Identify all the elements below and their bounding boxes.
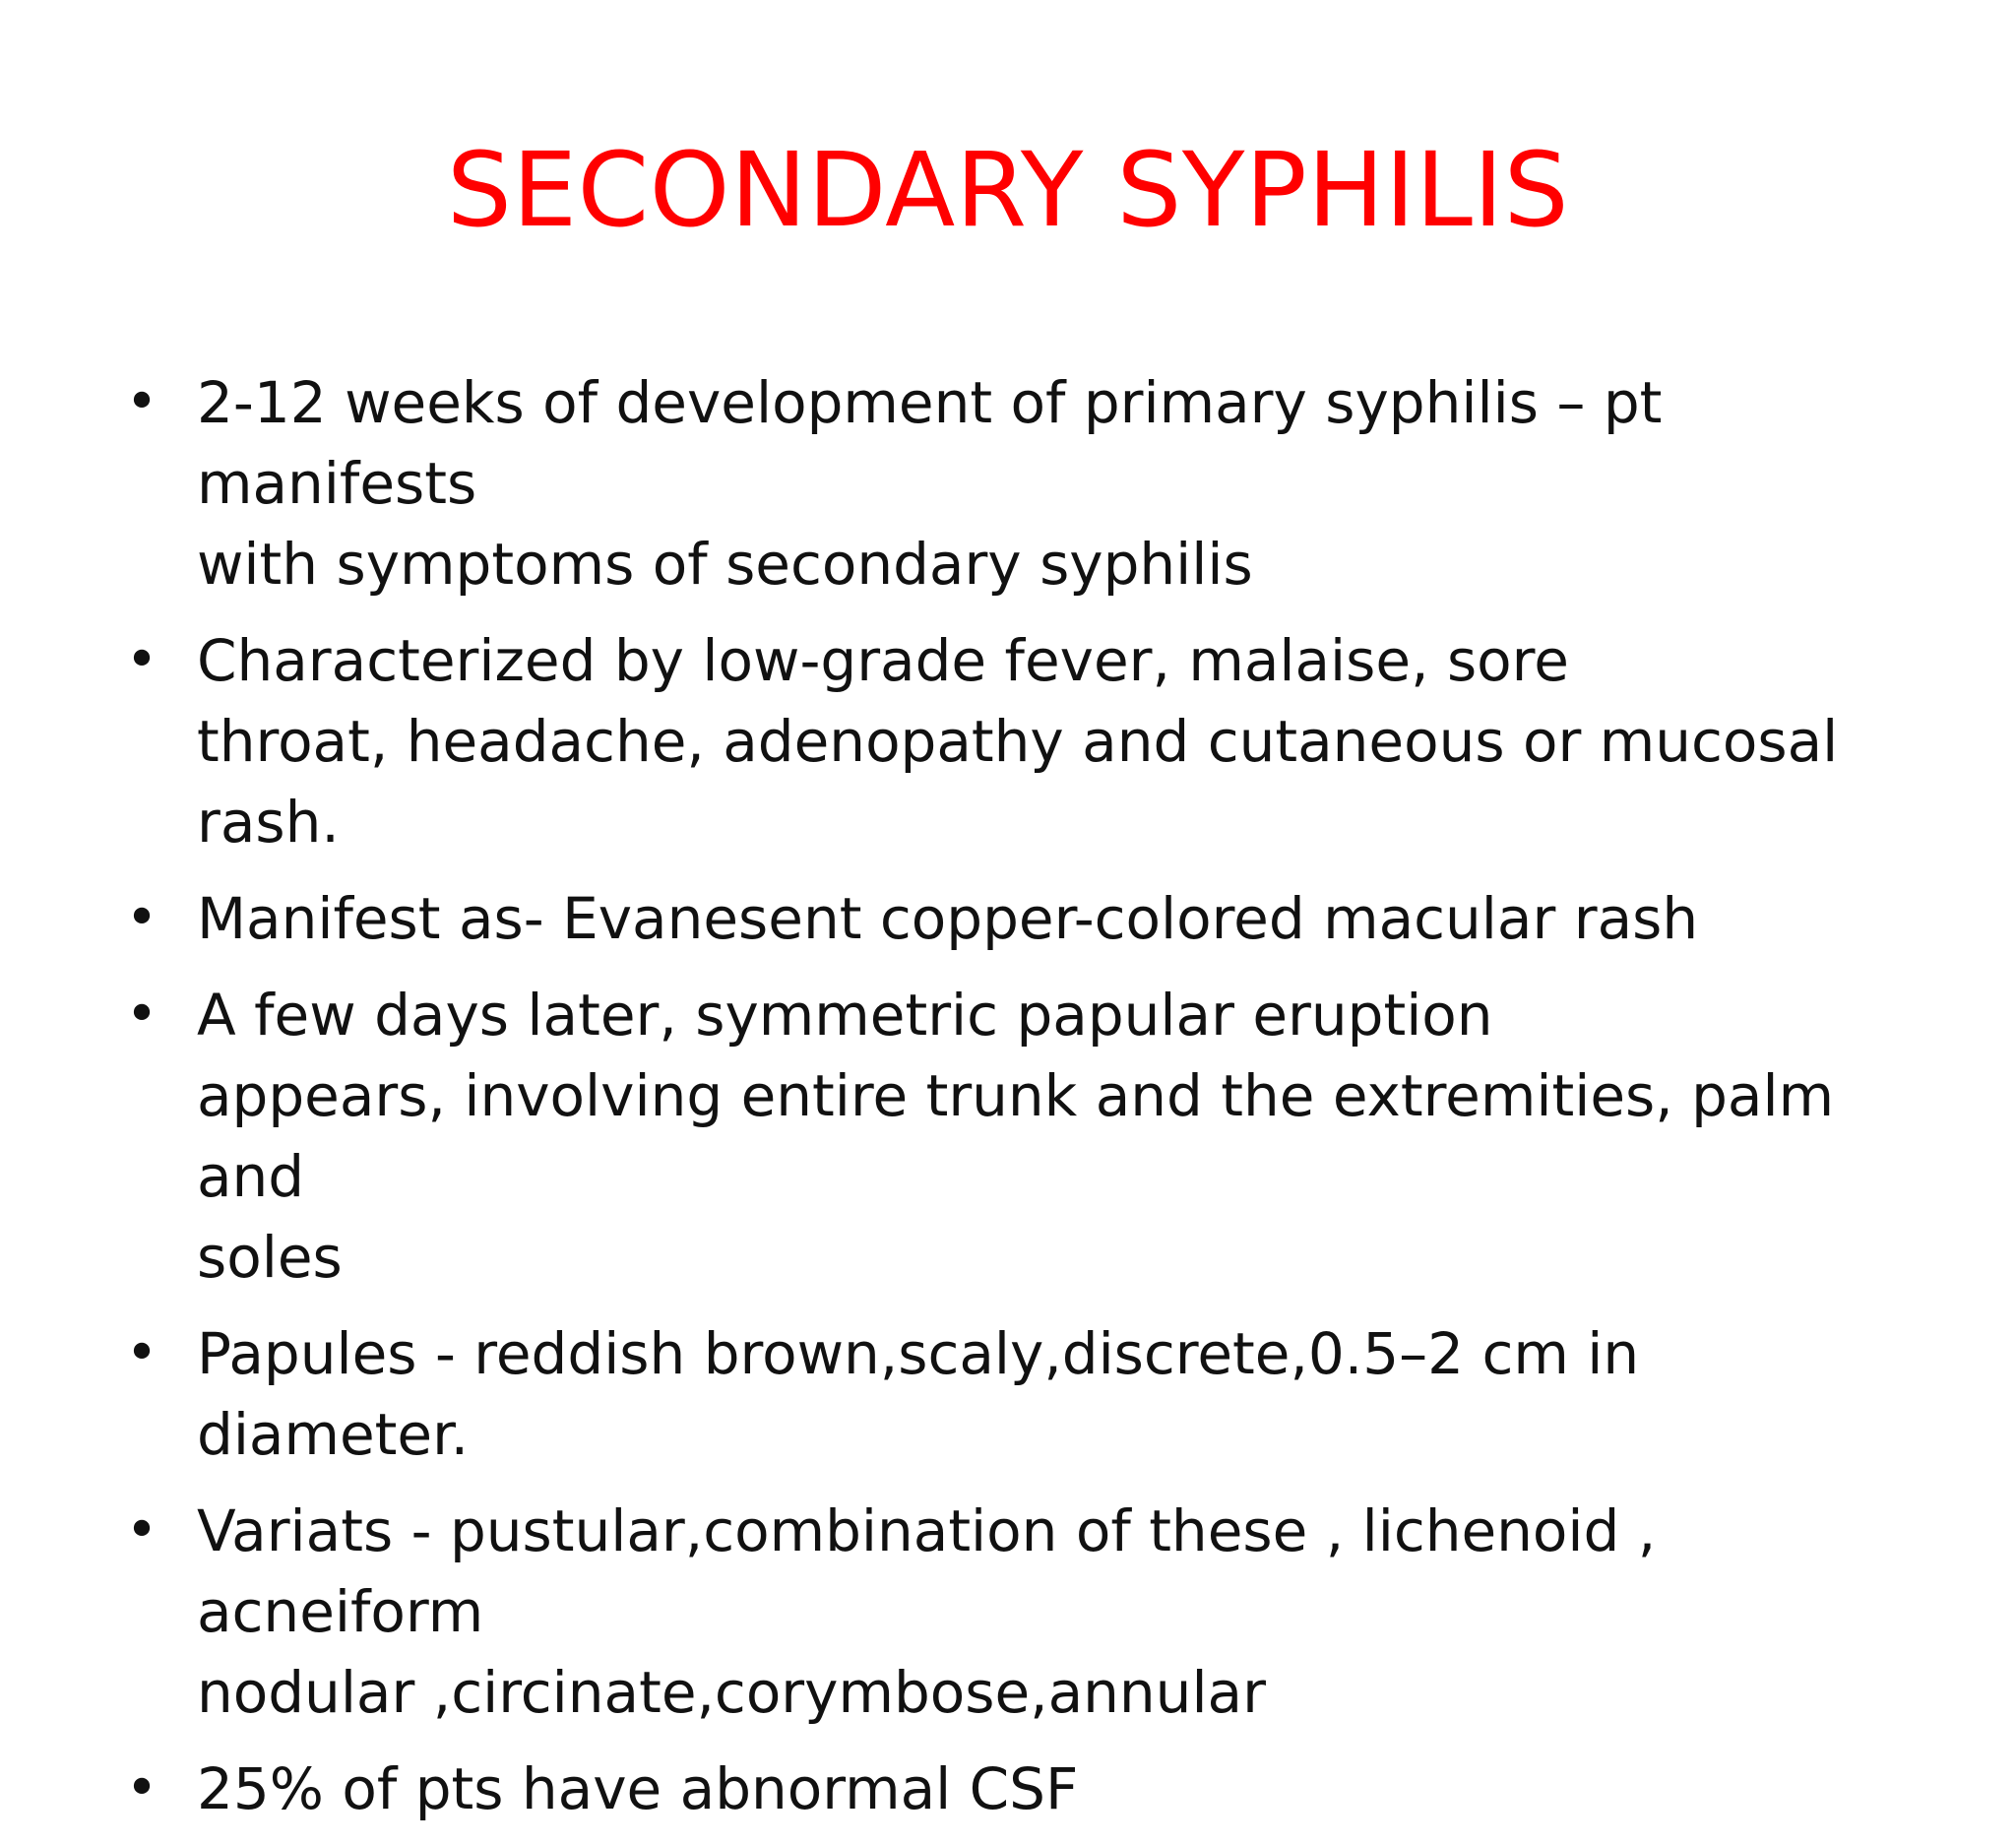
bullet-item [125,1491,1910,1733]
bullet-dot-icon: • [125,628,158,692]
bullet-item [125,975,1910,1298]
slide-title: SECONDARY SYPHILIS [446,130,1570,250]
bullet-text: A few days later, symmetric papular eruption appears, involving entire trunk and the extremities, palm and soles [197,982,1835,1291]
bullet-text: 25% of pts have abnormal CSF [197,1755,1079,1822]
bullet-dot-icon: • [125,1321,158,1385]
bullet-item [125,620,1910,862]
bullet-text: Variats - pustular,combination of these , lichenoid , acneiform nodular ,circinate,corymbose,annular [197,1497,1657,1726]
bullet-list [125,362,1910,1845]
bullet-dot-icon: • [125,1498,158,1562]
bullet-item [125,1313,1910,1475]
bullet-item [125,878,1910,959]
bullet-item [125,1749,1910,1829]
bullet-text: Manifest as- Evanesent copper-colored macular rash [197,885,1699,952]
bullet-dot-icon: • [125,1756,158,1820]
bullet-text: Papules - reddish brown,scaly,discrete,0.5–2 cm in diameter. [197,1320,1640,1468]
bullet-dot-icon: • [125,886,158,950]
bullet-item [125,362,1910,604]
bullet-text: 2-12 weeks of development of primary syphilis – pt manifests with symptoms of secondary syphilis [197,369,1663,598]
bullet-dot-icon: • [125,370,158,434]
bullet-text: Characterized by low-grade fever, malaise, sore throat, headache, adenopathy and cutaneous or mucosal rash. [197,627,1839,856]
bullet-dot-icon: • [125,983,158,1047]
